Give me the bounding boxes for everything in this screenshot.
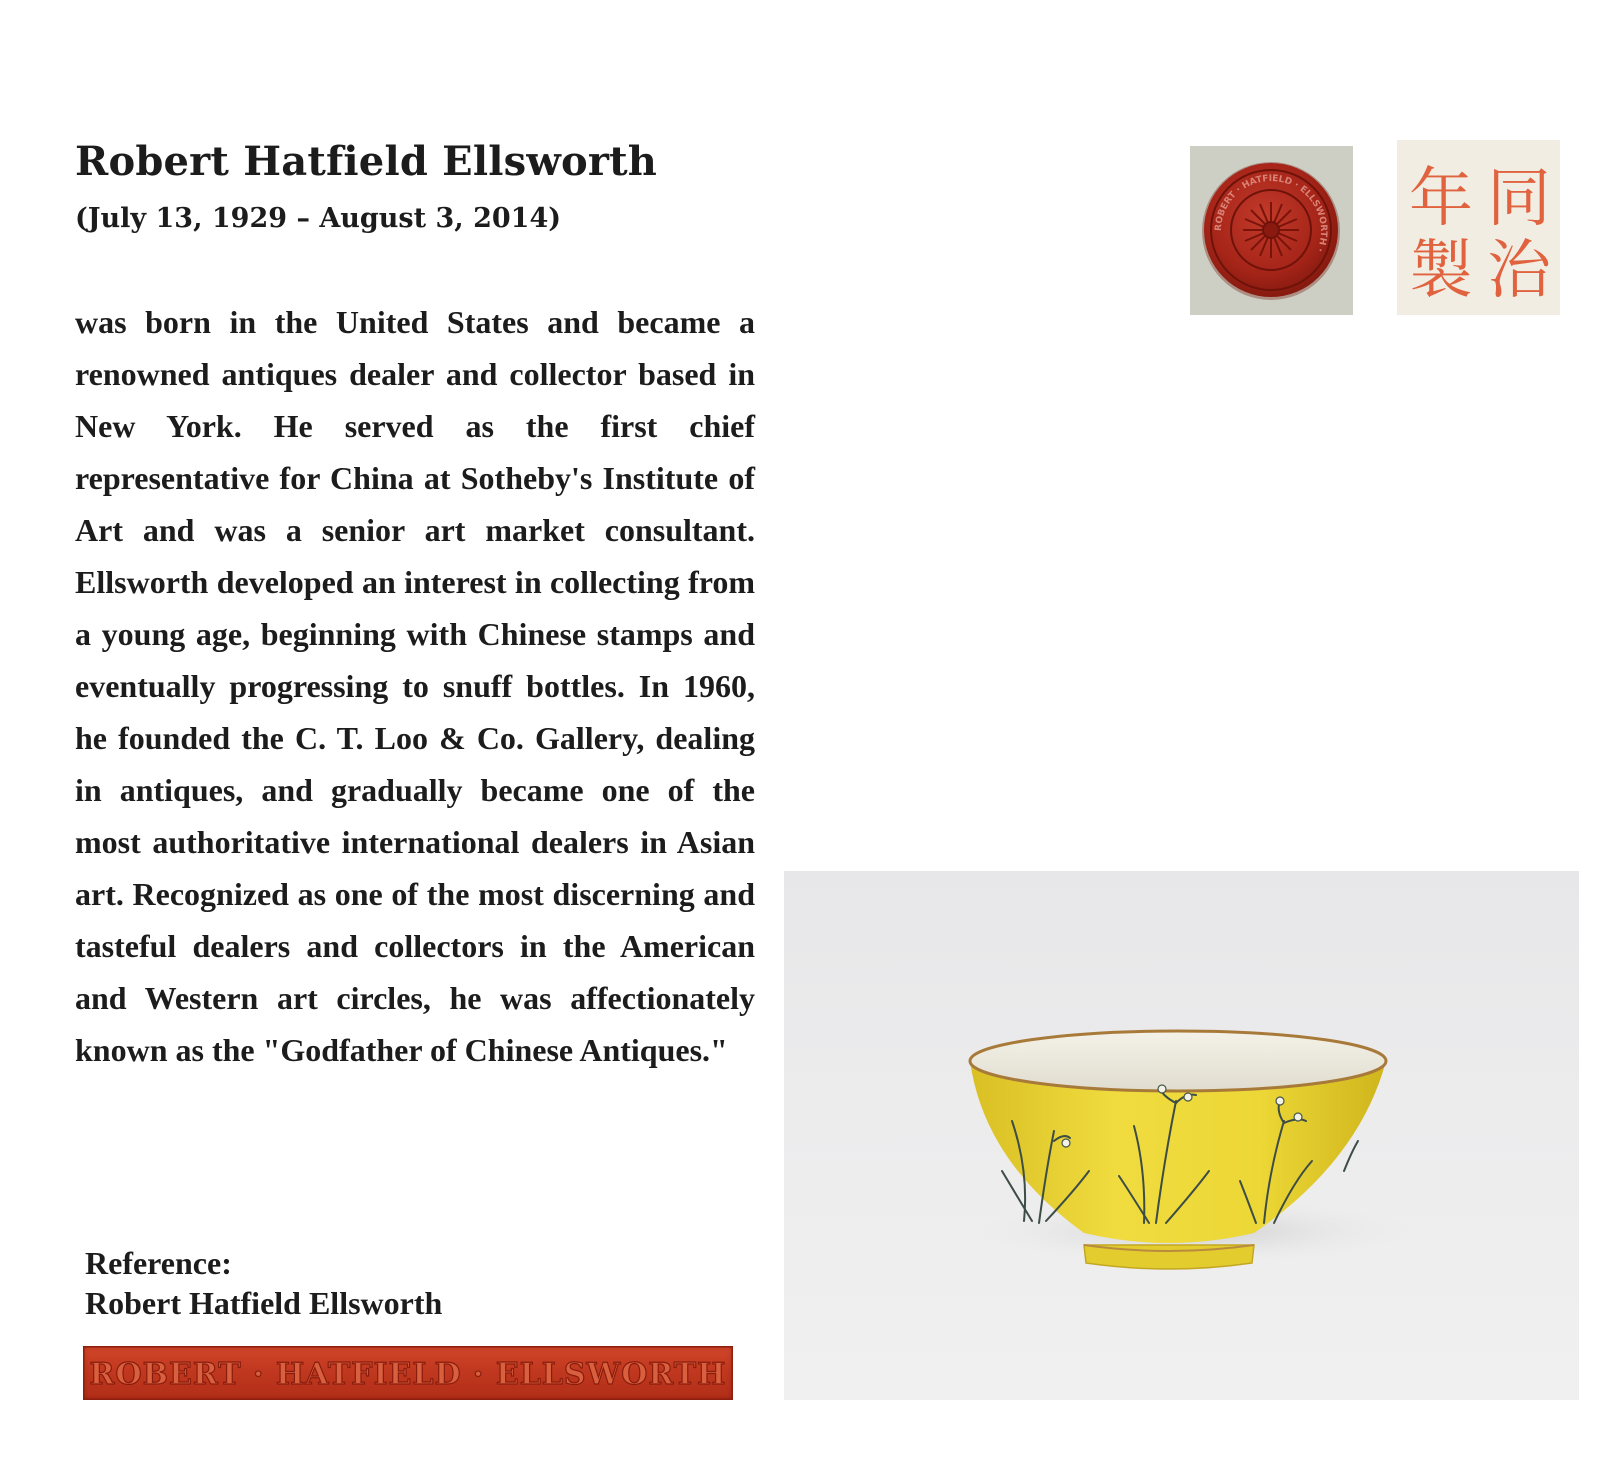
- reference-label: Reference:: [85, 1245, 232, 1281]
- bowl-photo: [784, 871, 1579, 1400]
- reign-mark-char-4: 製: [1409, 234, 1473, 308]
- collector-seal-strip-image: [83, 1346, 733, 1400]
- reign-mark-char-3: 年: [1409, 162, 1473, 236]
- biography-paragraph: was born in the United States and became a renowned antiques dealer and collector based in New York. He served as the first chief representative for China at Sotheby's Institute of Art and was a senior art market consultant. Ellsworth developed an interest in collecting from a young age, beginning with Chinese stamps and eventually progressing to snuff bottles. In 1960, he founded the C. T. Loo & Co. Gallery, dealing in antiques, and gradually became one of the most authoritative international dealers in Asian art. Recognized as one of the most discerning and tasteful dealers and collectors in the American and Western art circles, he was affectionately known as the "Godfather of Chinese Antiques.": [75, 304, 755, 1068]
- reign-mark-char-1: 同: [1487, 162, 1551, 236]
- person-name: Robert Hatfield Ellsworth: [75, 138, 658, 185]
- reign-mark-image: [1397, 140, 1560, 315]
- reference-name: Robert Hatfield Ellsworth: [85, 1285, 443, 1321]
- reign-mark-char-2: 治: [1487, 234, 1551, 308]
- wax-seal-ring-text: ROBERT · HATFIELD · ELLSWORTH ·: [1213, 173, 1329, 254]
- life-dates: (July 13, 1929 – August 3, 2014): [75, 203, 562, 234]
- wax-seal-image: [1190, 146, 1353, 315]
- seal-strip-text: ROBERT · HATFIELD · ELLSWORTH: [89, 1357, 727, 1392]
